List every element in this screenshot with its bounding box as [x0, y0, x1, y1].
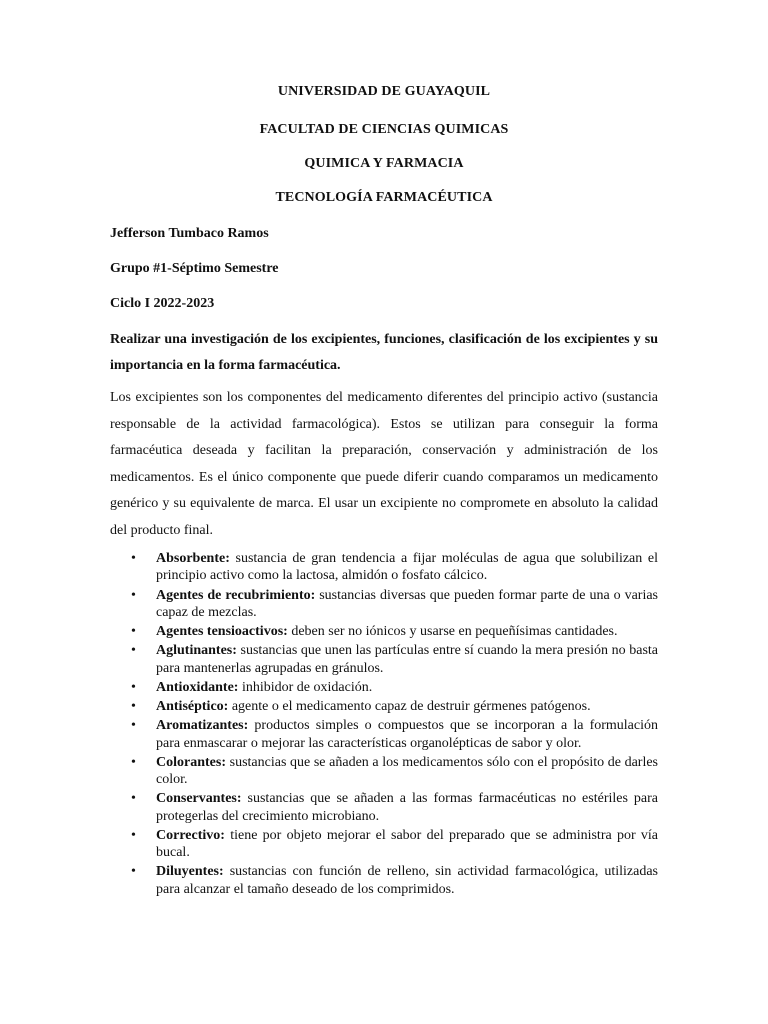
bullet-icon: •	[131, 791, 136, 807]
list-item	[110, 827, 658, 861]
bullet-icon: •	[131, 718, 136, 734]
item-text: sustancias que se añaden a las formas farmacéuticas no estériles para protegerlas del crecimiento microbiano.	[156, 791, 658, 824]
intro-paragraph: Los excipientes son los componentes del medicamento diferentes del principio activo (sustancia responsable de la actividad farmacológica). Estos se utilizan para conseguir la forma farmacéutica deseada y facilitan la preparación, conservación y administración de los medicamentos. Es el único componente que puede diferir cuando comparamos un medicamento genérico y su equivalente de marca. El usar un excipiente no compromete en absoluto la calidad del producto final.	[110, 390, 658, 538]
bullet-icon: •	[131, 551, 136, 566]
bullet-icon: •	[131, 754, 136, 770]
item-term: Agentes tensioactivos:	[156, 624, 288, 639]
list-item	[110, 863, 658, 897]
item-text: sustancia de gran tendencia a fijar moléculas de agua que solubilizan el principio activo como la lactosa, almidón o fosfato cálcico.	[156, 551, 658, 584]
career-title: QUIMICA Y FARMACIA	[304, 156, 464, 171]
item-text: sustancias diversas que pueden formar parte de una o varias capaz de mezclas.	[156, 587, 658, 620]
item-term: Antiséptico:	[156, 699, 229, 715]
list-item	[110, 754, 658, 788]
excipients-list	[110, 550, 658, 900]
item-text: deben ser no iónicos y usarse en pequeñísimas cantidades.	[287, 624, 618, 639]
item-term: Aglutinantes:	[156, 643, 237, 659]
item-text: productos simples o compuestos que se incorporan a la formulación para enmascarar o mejorar las características organolépticas de sabor y olor.	[156, 718, 658, 751]
item-term: Absorbente:	[156, 551, 230, 566]
list-item	[110, 679, 658, 696]
list-item	[110, 642, 658, 676]
item-text: agente o el medicamento capaz de destruir gérmenes patógenos.	[228, 699, 591, 715]
cycle-label: Ciclo I 2022-2023	[110, 296, 215, 311]
bullet-icon: •	[131, 643, 136, 659]
bullet-icon: •	[131, 624, 136, 639]
group-label: Grupo #1-Séptimo Semestre	[110, 261, 279, 276]
item-term: Correctivo:	[156, 827, 225, 843]
list-item	[110, 550, 658, 584]
item-text: sustancias con función de relleno, sin actividad farmacológica, utilizadas para alcanzar el tamaño deseado de los comprimidos.	[156, 864, 658, 897]
item-text: tiene por objeto mejorar el sabor del preparado que se administra por vía bucal.	[156, 827, 658, 861]
list-item	[110, 790, 658, 824]
list-item	[110, 717, 658, 751]
item-term: Antioxidante:	[156, 679, 239, 695]
item-term: Conservantes:	[156, 791, 242, 807]
list-item	[110, 698, 658, 715]
bullet-icon: •	[131, 587, 136, 603]
bullet-icon: •	[131, 679, 136, 695]
item-text: inhibidor de oxidación.	[238, 679, 373, 695]
bullet-icon: •	[131, 864, 136, 880]
author-name: Jefferson Tumbaco Ramos	[110, 226, 269, 241]
faculty-title: FACULTAD DE CIENCIAS QUIMICAS	[259, 122, 509, 137]
bullet-icon: •	[131, 827, 136, 843]
item-text: sustancias que unen las partículas entre sí cuando la mera presión no basta para mantenerlas agrupadas en gránulos.	[156, 643, 658, 676]
list-item	[110, 587, 658, 621]
bullet-icon: •	[131, 699, 136, 715]
item-text: sustancias que se añaden a los medicamentos sólo con el propósito de darles color.	[156, 754, 658, 788]
task-statement: Realizar una investigación de los excipientes, funciones, clasificación de los excipientes y su importancia en la forma farmacéutica.	[110, 332, 658, 373]
item-term: Agentes de recubrimiento:	[156, 587, 316, 603]
subject-title: TECNOLOGÍA FARMACÉUTICA	[275, 190, 493, 205]
item-term: Diluyentes:	[156, 864, 224, 880]
item-term: Colorantes:	[156, 754, 226, 770]
university-title: UNIVERSIDAD DE GUAYAQUIL	[277, 84, 491, 99]
item-term: Aromatizantes:	[156, 718, 249, 734]
list-item	[110, 623, 658, 640]
